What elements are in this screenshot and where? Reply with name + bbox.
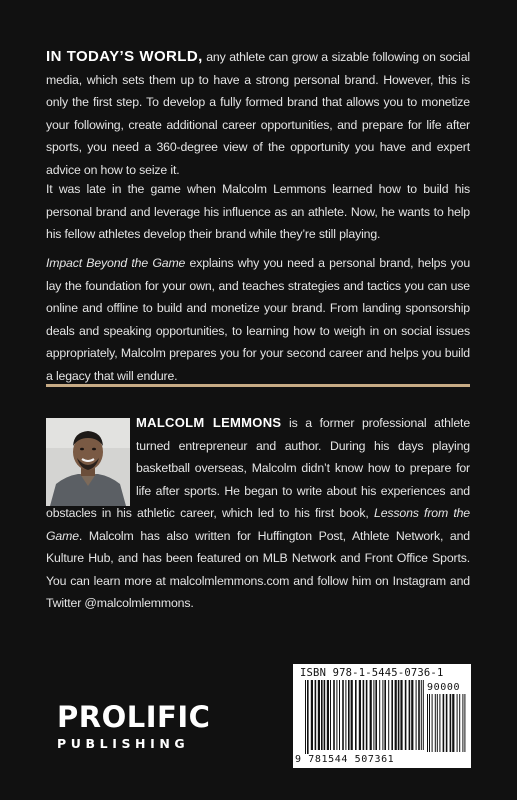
book-title: Impact Beyond the Game	[46, 256, 186, 270]
barcode-bar	[405, 680, 407, 750]
barcode-bar	[345, 680, 346, 750]
barcode-bar	[429, 694, 430, 752]
description-paragraph-2: It was late in the game when Malcolm Lemmons learned how to build his personal brand and leverage his influence as an athlete. Now, he wants to help his fellow athletes develop their brand while they’re still playing.	[46, 182, 470, 241]
barcode-bar	[421, 680, 422, 750]
barcode-bar	[452, 694, 454, 752]
barcode-bar	[366, 680, 368, 750]
paragraph-1-text: any athlete can grow a sizable following on social media, which sets them up to have a strong personal brand. However, this is only the first step. To develop a fully formed brand that allows you to monetize your following, create additional career opportunities, and prepare for life after sports, you need a 360-degree view of the opportunity you have and expert advice on how to seize it.	[46, 50, 470, 177]
barcode-bar	[348, 680, 350, 750]
barcode-bar	[427, 694, 428, 752]
paragraph-3-text: explains why you need a personal brand, helps you lay the foundation for your own, and teaches strategies and tactics you can use online and offline to build and monetize your brand. From landing sponsorship deals and speaking opportunities, to learning how to weigh in on social issues appropriately, Malcolm prepares you for your second career and helps you build a legacy that will endure.	[46, 256, 471, 383]
barcode-bar	[450, 694, 452, 752]
publisher-logo-top: PROLIFIC	[57, 700, 211, 734]
barcode-bar	[370, 680, 372, 750]
price-code: 90000	[427, 682, 461, 693]
ean-digits: 9 781544 507361	[295, 754, 395, 765]
barcode-bar	[459, 694, 460, 752]
barcode-bar	[373, 680, 374, 750]
barcode-bar	[437, 694, 438, 752]
barcode-bar	[416, 680, 417, 750]
barcode-bar	[351, 680, 353, 750]
barcode-bar	[400, 680, 402, 750]
author-bio-text-2: . Malcolm has also written for Huffington Post, Athlete Network, and Kulture Hub, and has been featured on MLB Network and Front Office Sports. You can learn more at malcolmlemmons.com and follow him on Instagram and Twitter @malcolmlemmons.	[46, 528, 470, 610]
isbn-number: ISBN 978-1-5445-0736-1	[300, 667, 444, 679]
barcode-bar	[439, 694, 440, 752]
barcode-bar	[446, 694, 448, 752]
barcode-bar	[382, 680, 383, 750]
barcode-bar	[342, 680, 344, 750]
description-paragraph-3	[46, 252, 470, 387]
barcode-bar	[333, 680, 335, 750]
barcode-bar	[462, 694, 463, 752]
barcode-bar	[388, 680, 389, 750]
author-name: MALCOLM LEMMONS	[136, 415, 282, 430]
barcode-bar	[395, 680, 397, 750]
lead-in-heading: IN TODAY’S WORLD,	[46, 48, 203, 65]
barcode-bar	[330, 680, 331, 750]
barcode-bar	[432, 694, 433, 752]
barcode-bar	[464, 694, 465, 752]
barcode-bar	[336, 680, 337, 750]
barcode-bar	[355, 680, 357, 750]
barcode-bar	[457, 694, 458, 752]
publisher-logo-bottom: PUBLISHING	[57, 736, 190, 751]
barcode-bar	[307, 680, 309, 754]
barcode-bar	[409, 680, 411, 750]
barcode-bar	[315, 680, 317, 750]
barcode-bar	[423, 680, 424, 750]
barcode-bar	[379, 680, 380, 750]
ean-barcode-bars	[305, 680, 425, 754]
barcode-bar	[318, 680, 320, 750]
barcode-bar	[375, 680, 377, 750]
barcode-bar	[398, 680, 400, 750]
price-addon-bars	[427, 694, 467, 754]
barcode-bar	[305, 680, 306, 754]
barcode-bar	[339, 680, 340, 750]
description-paragraph-1	[46, 46, 470, 181]
author-photo	[46, 418, 130, 506]
author-portrait-image	[46, 418, 130, 506]
section-divider	[46, 384, 470, 387]
barcode-bar	[321, 680, 323, 750]
publisher-logo	[57, 702, 237, 752]
author-bio-text-1: is a former professional athlete turned entrepreneur and author. During his days playing basketball overseas, Malcolm didn’t know how to prepare for life after sports. He began to write about his experiences and obstacles in his athletic career, which led to his first book,	[46, 416, 471, 520]
barcode-bar	[435, 694, 436, 752]
barcode-bar	[327, 680, 329, 750]
barcode-bar	[311, 680, 313, 750]
barcode-bar	[384, 680, 386, 750]
barcode-bar	[324, 680, 326, 750]
barcode-bar	[411, 680, 413, 750]
barcode-bar	[443, 694, 445, 752]
isbn-barcode	[293, 664, 471, 768]
barcode-bar	[363, 680, 365, 750]
barcode-bar	[391, 680, 393, 750]
first-book-title: Lessons from the Game	[46, 506, 470, 543]
barcode-bar	[418, 680, 420, 750]
barcode-bar	[359, 680, 361, 750]
